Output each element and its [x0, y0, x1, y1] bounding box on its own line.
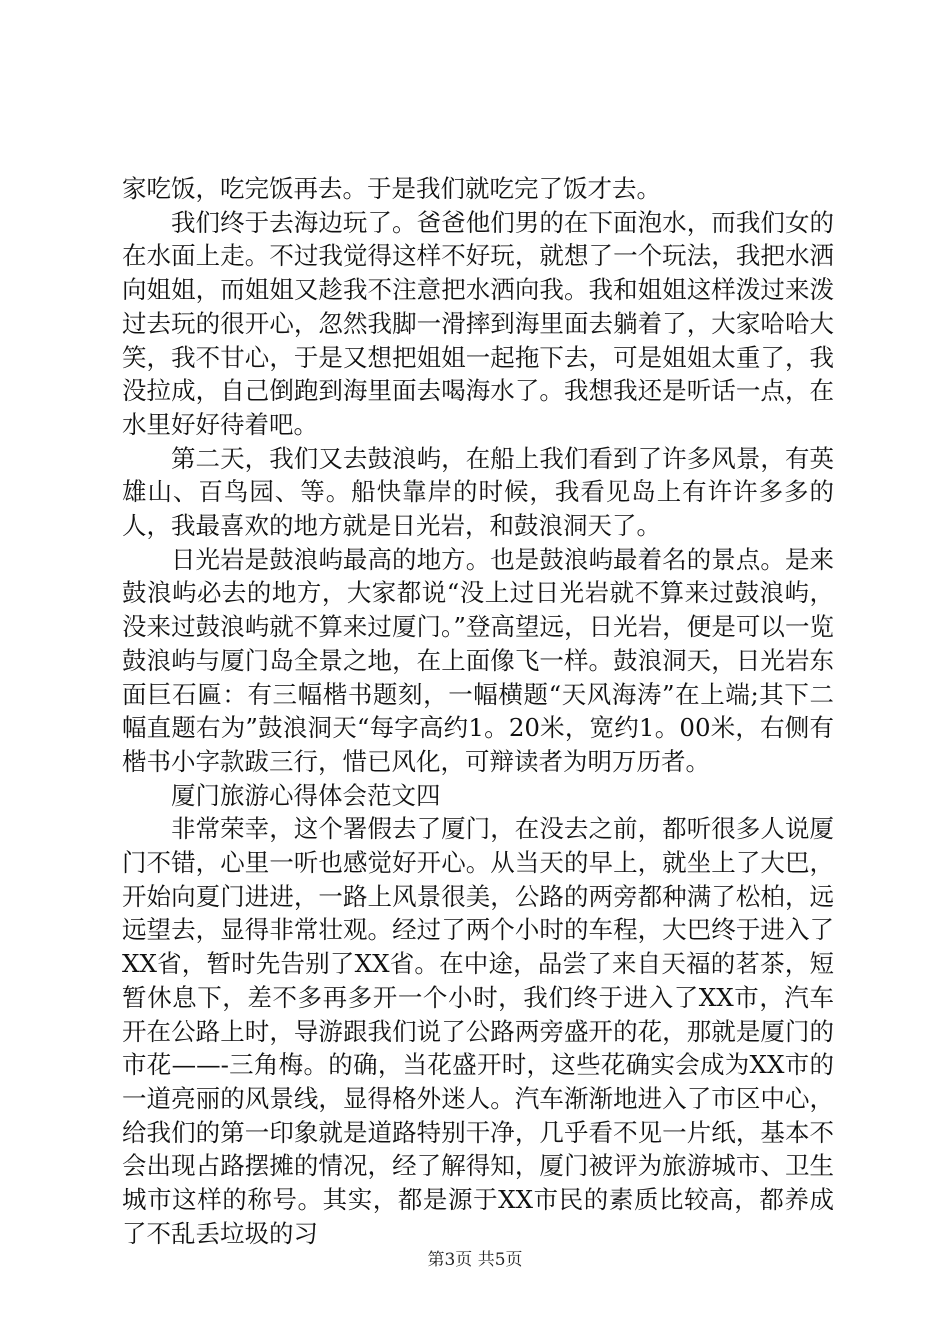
paragraph-second-day: 第二天，我们又去鼓浪屿，在船上我们看到了许多风景，有英雄山、百鸟园、等。船快靠岸的时候，我看见岛上有许许多多的人，我最喜欢的地方就是日光岩，和鼓浪洞天了。: [122, 443, 834, 541]
paragraph-continuation: 家吃饭，吃完饭再去。于是我们就吃完了饭才去。: [122, 174, 661, 203]
page-footer: 第3页 共5页: [427, 1250, 523, 1270]
paragraph-sunlight-rock: 日光岩是鼓浪屿最高的地方。也是鼓浪屿最着名的景点。是来鼓浪屿必去的地方，大家都说“没上过日光岩就不算来过鼓浪屿，没来过鼓浪屿就不算来过厦门。”登高望远，日光岩，便是可以一览鼓浪屿与厦门岛全景之地，在上面像飞一样。鼓浪洞天，日光岩东面巨石匾：有三幅楷书题刻，一幅横题“天风海涛”在上端;其下二幅直题右为”鼓浪洞天“每字高约1。20米，宽约1。00米，右侧有楷书小字款跋三行，惜已风化，可辩读者为明万历者。: [122, 544, 834, 776]
paragraph-trip: 非常荣幸，这个署假去了厦门，在没去之前，都听很多人说厦门不错，心里一听也感觉好开心。从当天的早上，就坐上了大巴，开始向夏门进进，一路上风景很美，公路的两旁都种满了松柏，远远望去，显得非常壮观。经过了两个小时的车程，大巴终于进入了XX省，暂时先告别了XX省。在中途，品尝了来自天福的茗茶，短暂休息下，差不多再多开一个小时，我们终于进入了XX市，汽车开在公路上时，导游跟我们说了公路两旁盛开的花，那就是厦门的市花——-三角梅。的确，当花盛开时，这些花确实会成为XX市的一道亮丽的风景线，显得格外迷人。汽车渐渐地进入了市区中心，给我们的第一印象就是道路特别干净，几乎看不见一片纸，基本不会出现占路摆摊的情况，经了解得知，厦门被评为旅游城市、卫生城市这样的称号。其实，都是源于XX市民的素质比较高，都养成了不乱丢垃圾的习: [122, 814, 834, 1248]
paragraph-beach: 我们终于去海边玩了。爸爸他们男的在下面泡水，而我们女的在水面上走。不过我觉得这样不好玩，就想了一个玩法，我把水洒向姐姐，而姐姐又趁我不注意把水洒向我。我和姐姐这样泼过来泼过去玩的很开心，忽然我脚一滑摔到海里面去躺着了，大家哈哈大笑，我不甘心，于是又想把姐姐一起拖下去，可是姐姐太重了，我没拉成，自己倒跑到海里面去喝海水了。我想我还是听话一点，在水里好好待着吧。: [122, 207, 834, 439]
section-heading: 厦门旅游心得体会范文四: [171, 780, 441, 810]
document-body: [122, 172, 834, 1251]
